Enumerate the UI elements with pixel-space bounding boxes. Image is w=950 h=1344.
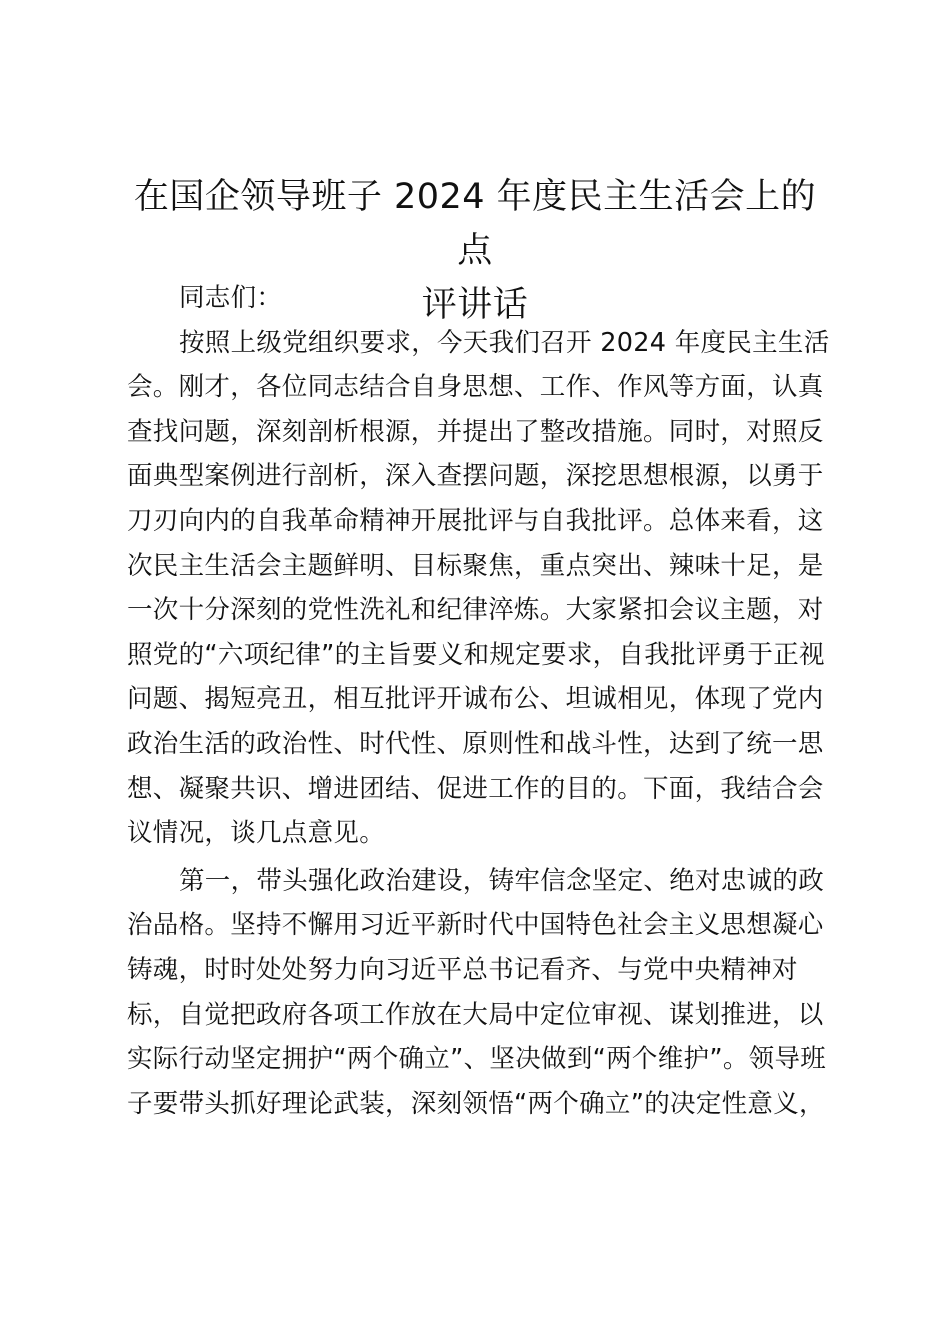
paragraph-line: 议情况，谈几点意见。 [127,818,386,849]
paragraph-line: 实际行动坚定拥护“两个确立”、坚决做到“两个维护”。领导班 [127,1044,827,1075]
paragraph-line: 铸魂，时时处处努力向习近平总书记看齐、与党中央精神对 [127,954,798,985]
paragraph-line: 查找问题，深刻剖析根源，并提出了整改措施。同时，对照反 [127,416,824,447]
title-line: 在国企领导班子 2024 年度民主生活会上的点 [133,177,817,271]
paragraph-line: 照党的“六项纪律”的主旨要义和规定要求，自我批评勇于正视 [127,639,825,670]
paragraph-line: 想、凝聚共识、增进团结、促进工作的目的。下面，我结合会 [127,773,824,804]
paragraph-line: 刀刃向内的自我革命精神开展批评与自我批评。总体来看，这 [127,505,824,536]
paragraph-line: 标，自觉把政府各项工作放在大局中定位审视、谋划推进，以 [127,999,824,1030]
paragraph-line: 按照上级党组织要求，今天我们召开 2024 年度民主生活 [179,327,830,358]
paragraph-2 [127,859,827,1127]
paragraph-line: 治品格。坚持不懈用习近平新时代中国特色社会主义思想凝心 [127,910,824,941]
title-line: 评讲话 [421,285,529,325]
paragraph-line: 面典型案例进行剖析，深入查摆问题，深挖思想根源，以勇于 [127,461,824,492]
paragraph-line: 子要带头抓好理论武装，深刻领悟“两个确立”的决定性意义， [127,1088,825,1119]
paragraph-line: 一次十分深刻的党性洗礼和纪律淬炼。大家紧扣会议主题，对 [127,595,824,626]
salutation: 同志们： [179,283,283,313]
paragraph-line: 次民主生活会主题鲜明、目标聚焦，重点突出、辣味十足，是 [127,550,824,581]
paragraph-line: 会。刚才，各位同志结合自身思想、工作、作风等方面，认真 [127,372,824,403]
paragraph-line: 第一，带头强化政治建设，铸牢信念坚定、绝对忠诚的政 [179,865,825,896]
paragraph-line: 政治生活的政治性、时代性、原则性和战斗性，达到了统一思 [127,728,824,759]
document-body [127,276,830,1126]
paragraph-line: 问题、揭短亮丑，相互批评开诚布公、坦诚相见，体现了党内 [127,684,824,715]
paragraph-1 [127,321,830,856]
